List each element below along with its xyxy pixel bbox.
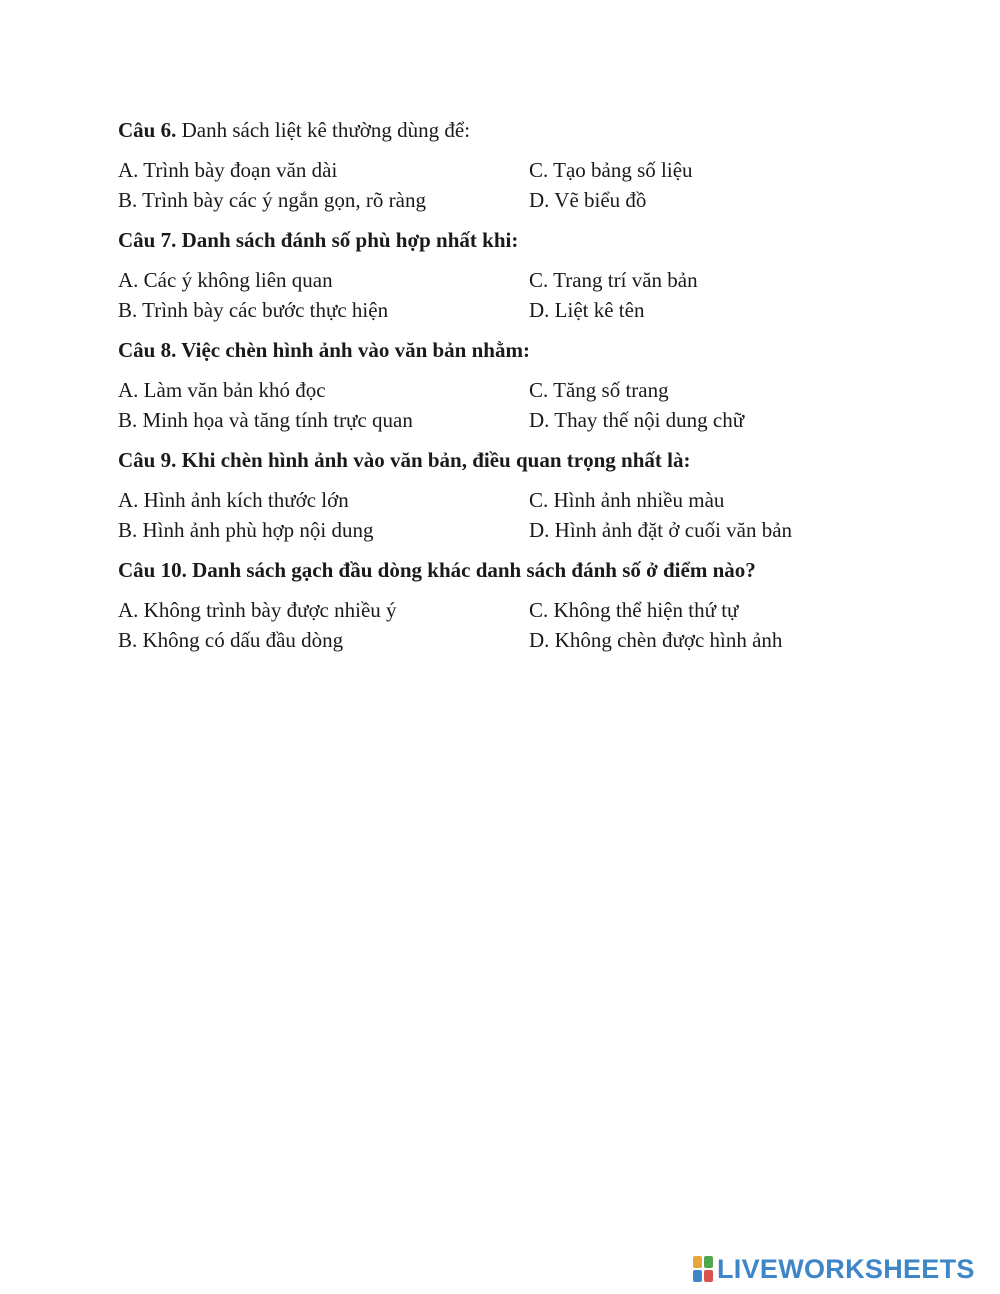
option-d: D. Thay thế nội dung chữ bbox=[529, 408, 745, 432]
option-a: A. Hình ảnh kích thước lớn bbox=[118, 488, 349, 512]
option-b: B. Trình bày các ý ngắn gọn, rõ ràng bbox=[118, 188, 426, 212]
question-text: Danh sách đánh số phù hợp nhất khi: bbox=[176, 228, 519, 252]
option-a: A. Làm văn bản khó đọc bbox=[118, 378, 326, 402]
option-c: C. Trang trí văn bản bbox=[529, 268, 698, 292]
question-title bbox=[118, 555, 878, 585]
question-6 bbox=[118, 115, 878, 215]
answer-options bbox=[118, 265, 878, 325]
worksheet-page bbox=[118, 115, 878, 665]
question-text: Khi chèn hình ảnh vào văn bản, điều quan trọng nhất là: bbox=[176, 448, 691, 472]
logo-tile bbox=[704, 1256, 713, 1268]
option-d: D. Vẽ biểu đồ bbox=[529, 188, 647, 212]
option-a: A. Không trình bày được nhiều ý bbox=[118, 598, 397, 622]
option-d: D. Hình ảnh đặt ở cuối văn bản bbox=[529, 518, 793, 542]
brand-name: LIVEWORKSHEETS bbox=[717, 1254, 975, 1284]
option-c: C. Tăng số trang bbox=[529, 378, 669, 402]
answer-options bbox=[118, 155, 878, 215]
question-title bbox=[118, 335, 878, 365]
option-b: B. Trình bày các bước thực hiện bbox=[118, 298, 389, 322]
question-9 bbox=[118, 445, 878, 545]
option-d: D. Liệt kê tên bbox=[529, 298, 645, 322]
question-text: Danh sách gạch đầu dòng khác danh sách đánh số ở điểm nào? bbox=[186, 558, 756, 582]
answer-options bbox=[118, 375, 878, 435]
option-a: A. Các ý không liên quan bbox=[118, 268, 333, 292]
logo-tile bbox=[693, 1256, 702, 1268]
question-title bbox=[118, 115, 878, 145]
option-c: C. Tạo bảng số liệu bbox=[529, 158, 693, 182]
liveworksheets-brand bbox=[693, 1254, 975, 1284]
option-b: B. Hình ảnh phù hợp nội dung bbox=[118, 518, 374, 542]
question-title bbox=[118, 225, 878, 255]
question-number: Câu 10. bbox=[118, 558, 187, 582]
question-title bbox=[118, 445, 878, 475]
question-number: Câu 7. bbox=[118, 228, 177, 252]
question-number: Câu 6. bbox=[118, 118, 177, 142]
question-number: Câu 9. bbox=[118, 448, 177, 472]
logo-tile bbox=[704, 1270, 713, 1282]
option-b: B. Minh họa và tăng tính trực quan bbox=[118, 408, 413, 432]
option-c: C. Không thể hiện thứ tự bbox=[529, 598, 739, 622]
question-text: Việc chèn hình ảnh vào văn bản nhằm: bbox=[176, 338, 530, 362]
question-8 bbox=[118, 335, 878, 435]
liveworksheets-logo-icon bbox=[693, 1256, 713, 1282]
option-a: A. Trình bày đoạn văn dài bbox=[118, 158, 338, 182]
question-text: Danh sách liệt kê thường dùng để: bbox=[176, 118, 471, 142]
option-c: C. Hình ảnh nhiều màu bbox=[529, 488, 725, 512]
logo-tile bbox=[693, 1270, 702, 1282]
option-d: D. Không chèn được hình ảnh bbox=[529, 628, 783, 652]
question-number: Câu 8. bbox=[118, 338, 177, 362]
option-b: B. Không có dấu đầu dòng bbox=[118, 628, 344, 652]
answer-options bbox=[118, 595, 878, 655]
answer-options bbox=[118, 485, 878, 545]
question-7 bbox=[118, 225, 878, 325]
question-10 bbox=[118, 555, 878, 655]
